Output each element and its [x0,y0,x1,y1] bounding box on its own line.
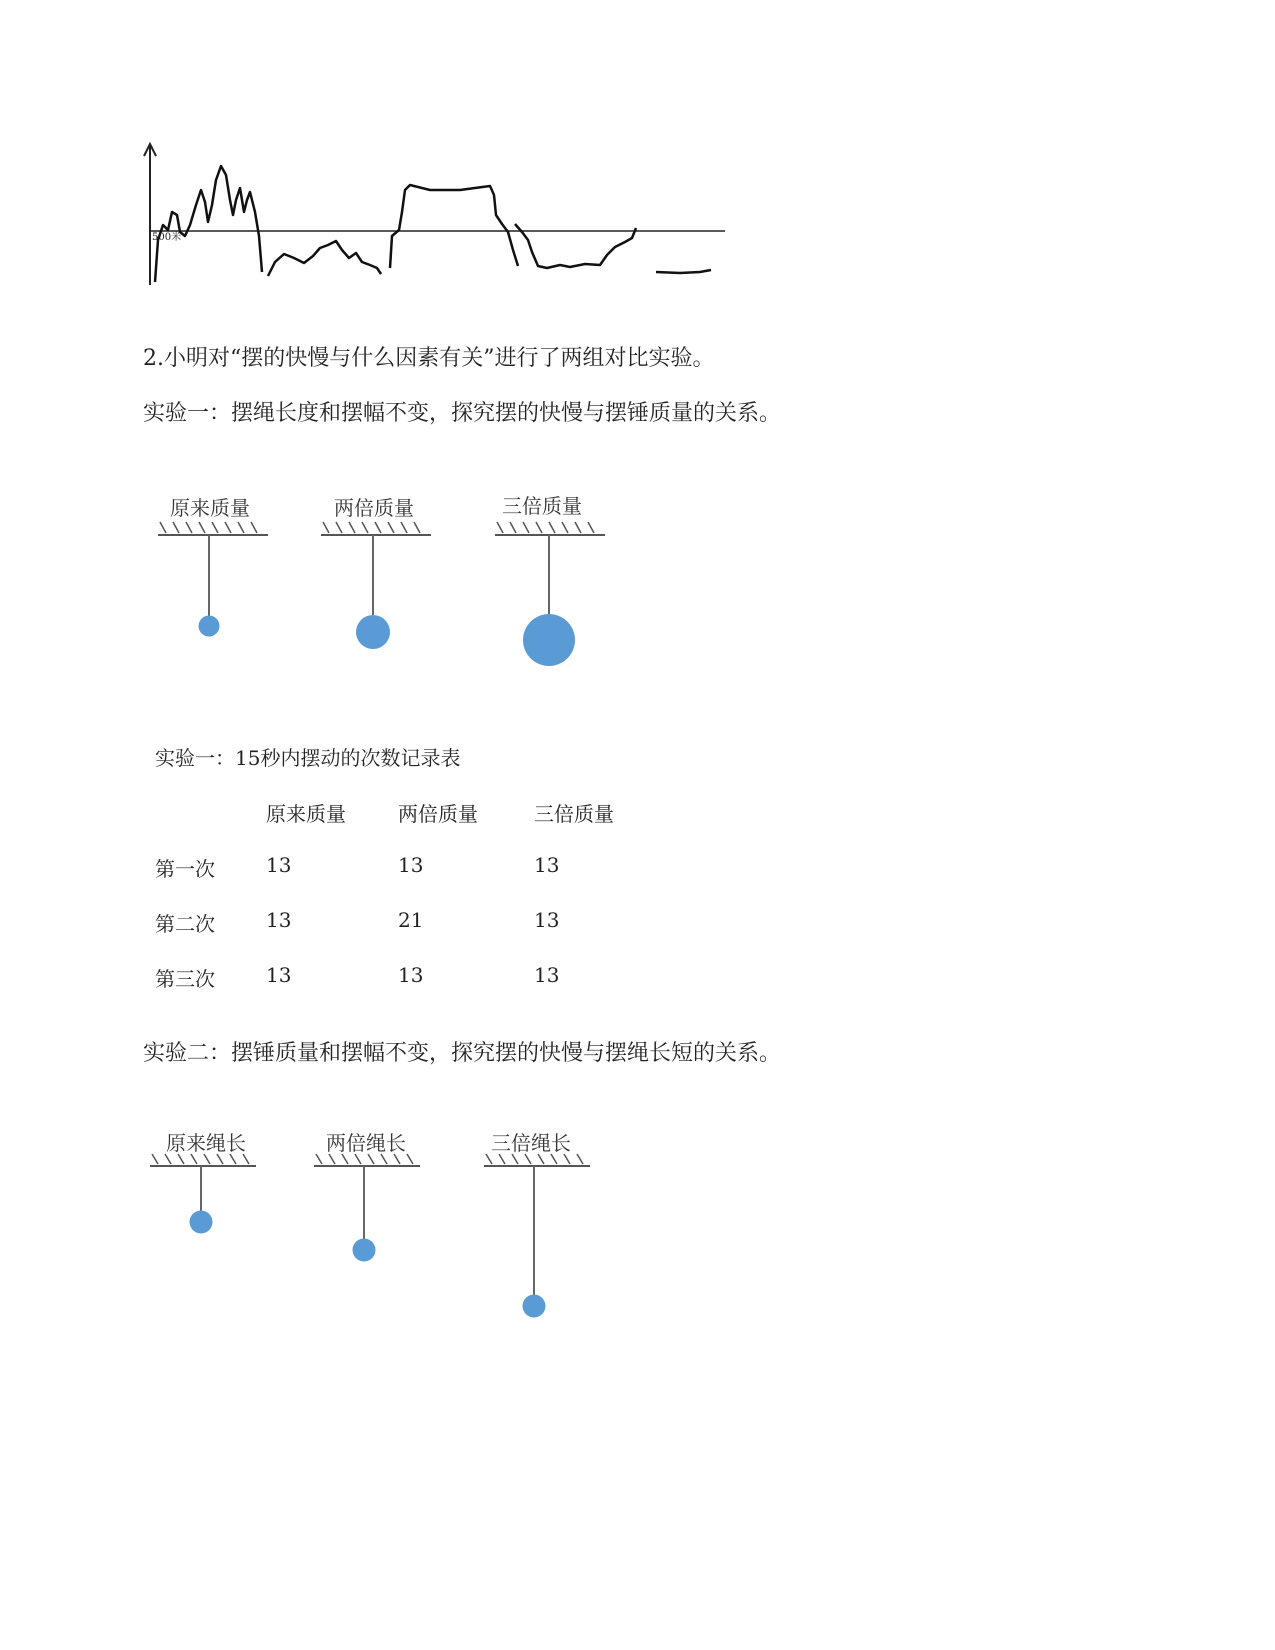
row-label: 第三次 [155,967,215,991]
exp2-pendulum-original [150,1154,256,1234]
exp2-pendulum-triple [484,1154,590,1318]
axis-label: 500米 [152,232,182,243]
table-header-double: 两倍质量 [398,802,478,826]
exp2-pendulum-double [314,1154,420,1262]
cell: 13 [534,908,560,932]
exp1-label-triple: 三倍质量 [502,494,582,518]
exp1-label-double: 两倍质量 [334,496,414,520]
row-label: 第一次 [155,857,215,881]
ceiling-hatch [152,1154,249,1164]
cell: 13 [398,853,424,877]
experiment2-description: 实验二：摆锤质量和摆幅不变，探究摆的快慢与摆绳长短的关系。 [143,1041,782,1066]
cell: 13 [398,963,424,987]
table-header-triple: 三倍质量 [534,802,614,826]
cell: 13 [266,963,292,987]
ceiling-hatch [316,1154,413,1164]
exp2-label-original: 原来绳长 [166,1131,246,1155]
question-text: 2.小明对“摆的快慢与什么因素有关”进行了两组对比实验。 [143,346,715,371]
experiment1-description: 实验一：摆绳长度和摆幅不变，探究摆的快慢与摆锤质量的关系。 [143,401,782,426]
bob [353,1239,376,1262]
exp2-label-double: 两倍绳长 [326,1131,406,1155]
ceiling-hatch [486,1154,583,1164]
cell: 13 [266,908,292,932]
table-caption: 实验一：15秒内摆动的次数记录表 [155,746,461,770]
cell: 13 [534,963,560,987]
cell: 21 [398,908,424,932]
bob [523,1295,546,1318]
row-label: 第二次 [155,912,215,936]
table-header-original: 原来质量 [266,802,346,826]
cell: 13 [266,853,292,877]
cell: 13 [534,853,560,877]
bob [190,1211,213,1234]
exp2-label-triple: 三倍绳长 [491,1131,571,1155]
exp1-label-original: 原来质量 [170,496,250,520]
